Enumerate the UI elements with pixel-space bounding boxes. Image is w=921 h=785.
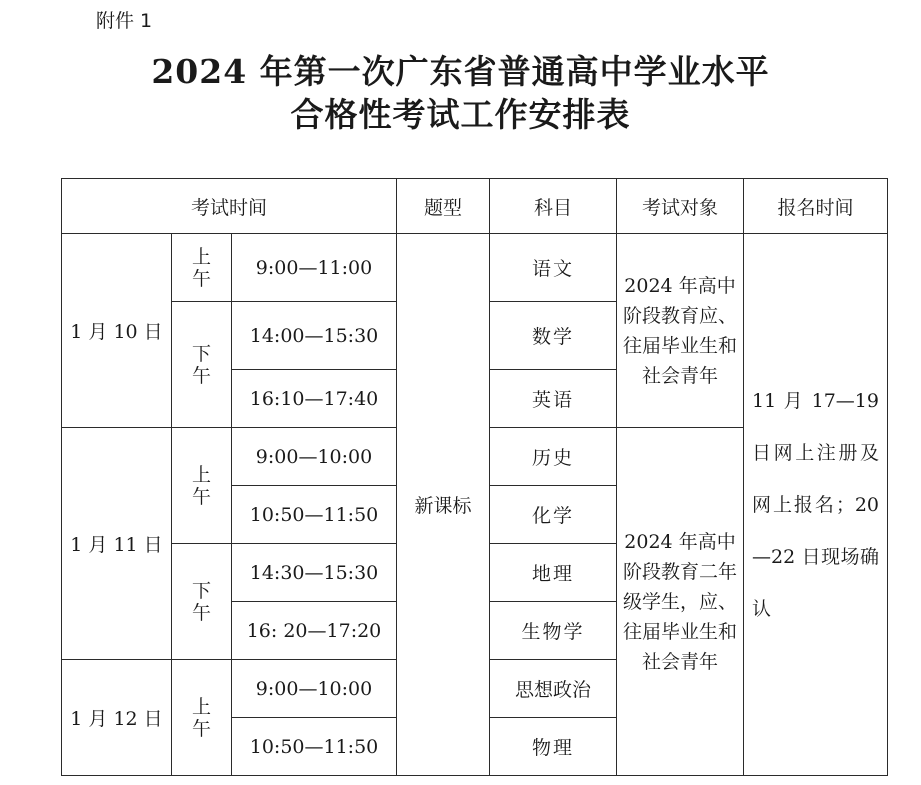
subject-cell: 地理 (490, 544, 617, 602)
time-slot: 16:10—17:40 (232, 370, 397, 428)
subject-cell: 思想政治 (490, 660, 617, 718)
subject-cell: 英语 (490, 370, 617, 428)
subject-cell: 语文 (490, 234, 617, 302)
header-row (62, 179, 888, 234)
document-title-line1: 2024 年第一次广东省普通高中学业水平 (151, 52, 770, 91)
date-cell: 1 月 11 日 (62, 428, 172, 660)
question-type-cell: 新课标 (397, 234, 490, 776)
afternoon-cell: 下 午 (172, 544, 232, 660)
header-registration: 报名时间 (744, 179, 888, 234)
subject-cell: 物理 (490, 718, 617, 776)
target-group-2: 2024 年高中阶段教育二年级学生，应、往届毕业生和社会青年 (617, 428, 744, 776)
document-title-line2: 合格性考试工作安排表 (290, 95, 631, 134)
exam-schedule-table (61, 178, 888, 776)
time-slot: 10:50—11:50 (232, 486, 397, 544)
subject-cell: 历史 (490, 428, 617, 486)
registration-cell: 11 月 17—19 日网上注册及网上报名；20—22 日现场确认 (744, 234, 888, 776)
time-slot: 9:00—11:00 (232, 234, 397, 302)
time-slot: 9:00—10:00 (232, 428, 397, 486)
target-group-1: 2024 年高中阶段教育应、往届毕业生和社会青年 (617, 234, 744, 428)
date-cell: 1 月 10 日 (62, 234, 172, 428)
subject-cell: 生物学 (490, 602, 617, 660)
afternoon-cell: 下 午 (172, 302, 232, 428)
date-cell: 1 月 12 日 (62, 660, 172, 776)
attachment-label: 附件 1 (96, 10, 153, 32)
morning-cell: 上 午 (172, 234, 232, 302)
time-slot: 14:00—15:30 (232, 302, 397, 370)
subject-cell: 数学 (490, 302, 617, 370)
time-slot: 9:00—10:00 (232, 660, 397, 718)
subject-cell: 化学 (490, 486, 617, 544)
header-exam-time: 考试时间 (62, 179, 397, 234)
header-subject: 科目 (490, 179, 617, 234)
morning-cell: 上 午 (172, 660, 232, 776)
header-target: 考试对象 (617, 179, 744, 234)
time-slot: 16: 20—17:20 (232, 602, 397, 660)
time-slot: 14:30—15:30 (232, 544, 397, 602)
header-question-type: 题型 (397, 179, 490, 234)
table-row (62, 234, 888, 302)
time-slot: 10:50—11:50 (232, 718, 397, 776)
morning-cell: 上 午 (172, 428, 232, 544)
